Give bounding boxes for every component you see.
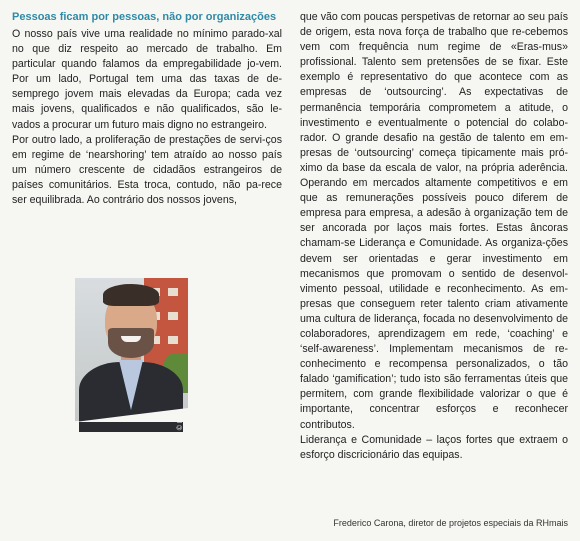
photo-window [168, 288, 178, 296]
photo-window [168, 336, 178, 344]
author-signature: Frederico Carona, diretor de projetos especiais da RHmais [333, 518, 568, 528]
article-title: Pessoas ficam por pessoas, não por organizações [12, 11, 277, 23]
photo-window [168, 312, 178, 320]
author-photo [75, 278, 188, 421]
photo-hair [103, 284, 159, 306]
body-paragraph: O nosso país vive uma realidade no mínimo parado-xal no que diz respeito ao mercado de trabalho. Em particular quando falamos da empregabilidade jo-vem. Por um lado, Portugal tem uma das taxas de de-semprego jovem mais elevadas da Europa; cada vez mais jovens, qualificados e não qualificados, são le-vados a procurar um futuro mais digno no estrangeiro. [12, 28, 282, 131]
body-paragraph: Liderança e Comunidade – laços fortes que extraem o esforço discricionário das equipas. [300, 433, 568, 461]
photo-smile [121, 336, 141, 342]
right-column [300, 10, 568, 463]
body-paragraph: que vão com poucas perspetivas de retornar ao seu país de origem, esta nova força de trabalho que re-cebemos vem com frequência num regime de «Eras-mus» profissional. Talento sem pretensões de se fixar. Este exemplo é representativo do que acontece com as empresas de ‘outsourcing’. As expectativas de permanência temporária comprometem a atitude, o investimento e eventualmente o potencial do colabo-rador. O grande desafio na gestão de talento em em-presas de ‘outsourcing’ começa tipicamente mais pró-ximo da base da escala de valor, na própria aderência. Operando em mercados altamente competitivos e em que as remunerações possíveis pouco diferem de empresa para empresa, a adesão à organização tem de ser ancorada por laços mais fortes. Estas âncoras chamam-se Liderança e Comunidade. As organiza-ções devem ser orientadas e gerar investimento em mecanismos que promovam o sentido de desenvol-vimento pessoal, utilidade e reconhecimento. As em-presas que conseguem reter talento criam ativamente uma cultura de liderança, focada no desenvolvimento de colaboradores, aprendizagem em rede, ‘coaching’ e ‘self-awareness’. Implementam mecanismos de re-conhecimento e recompensa personalizados, o tão falado ‘gamification’; tudo isto são ferramentas úteis que permitem, com grande flexibilidade valorizar o que é importante, concentrar esforços e reconhecer contributos. [300, 11, 568, 431]
body-paragraph: Por outro lado, a proliferação de prestações de servi-ços em regime de ‘nearshoring’ tem atraído ao nosso país um número crescente de cidadãos estrangeiros de países comunitários. Esta troca, contudo, não pa-rece ser equilibrada. Ao contrário dos nossos jovens, [12, 133, 282, 207]
photo-beard [108, 328, 154, 358]
left-column [12, 10, 282, 208]
